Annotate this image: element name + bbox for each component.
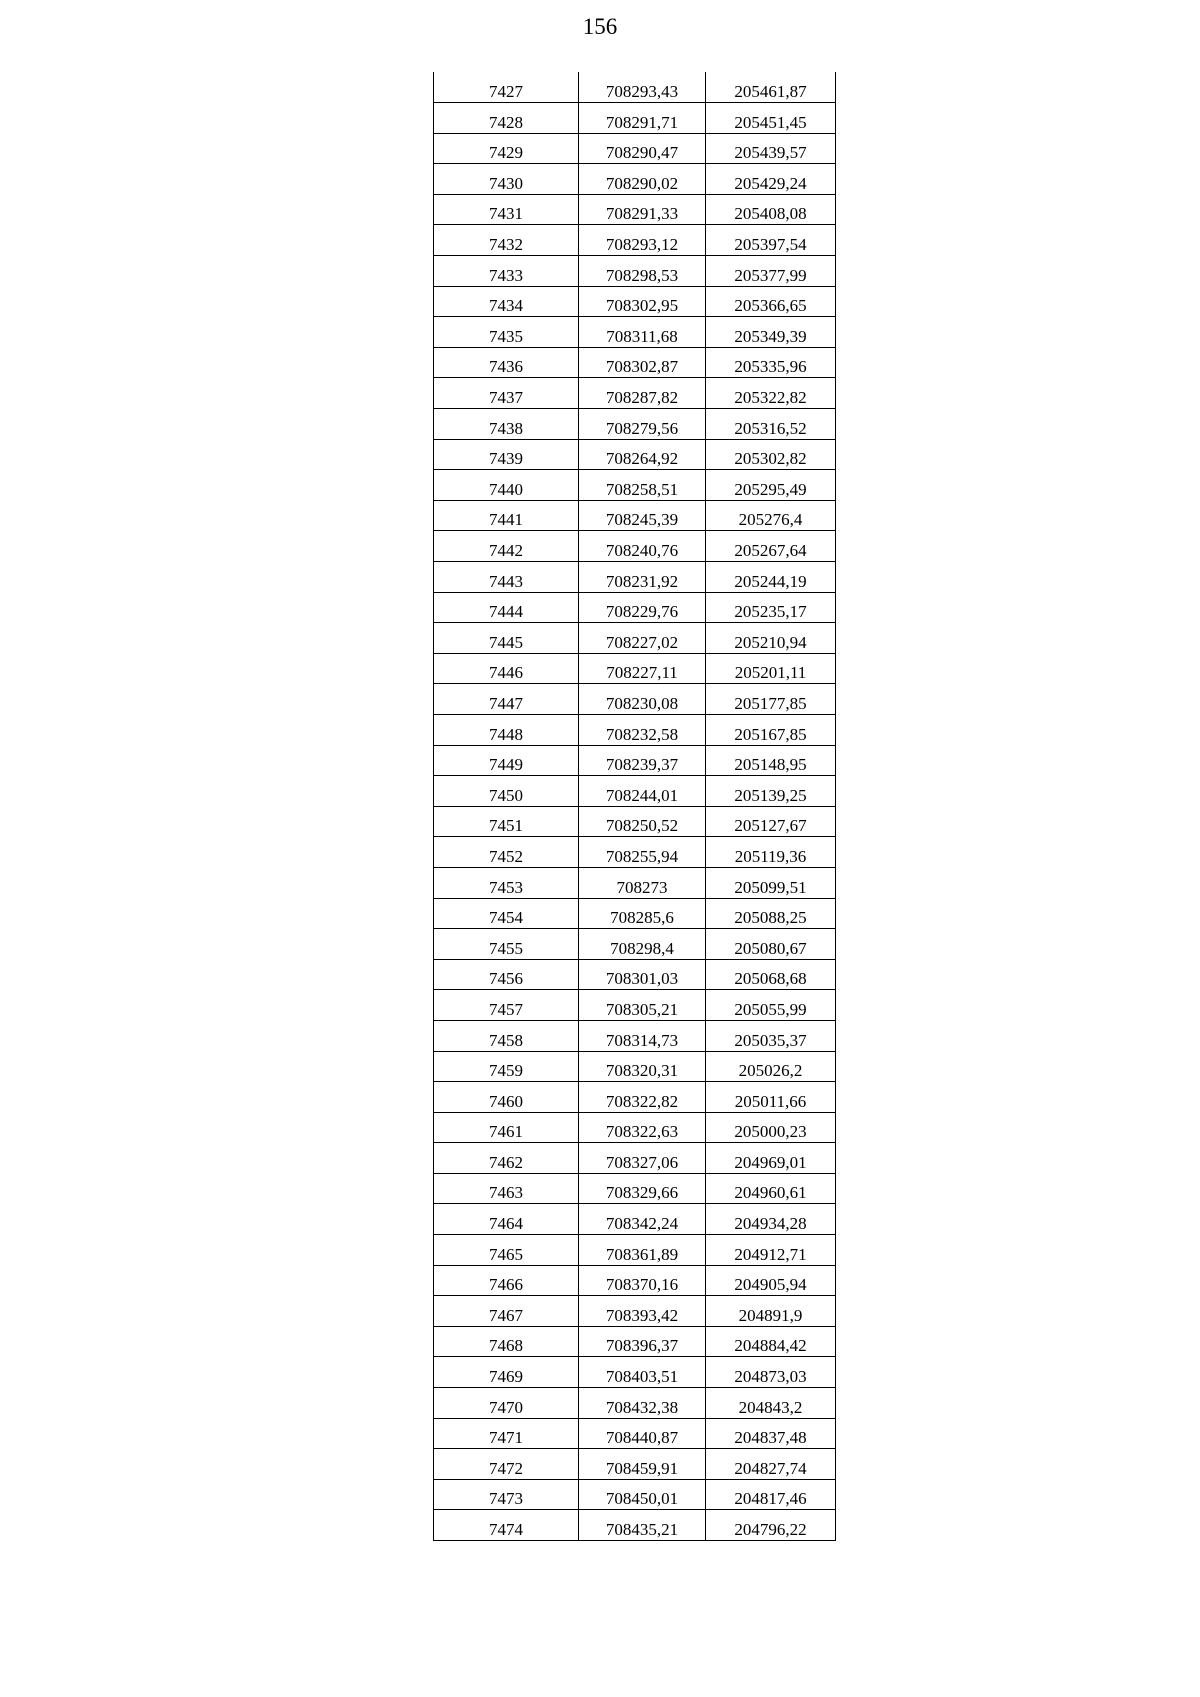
y-coordinate-cell: 205035,37 <box>706 1020 836 1051</box>
x-coordinate-cell: 708232,58 <box>579 714 706 745</box>
table-row <box>434 1296 836 1327</box>
table-row <box>434 470 836 501</box>
x-coordinate-cell: 708291,71 <box>579 103 706 134</box>
y-coordinate-cell: 204960,61 <box>706 1173 836 1204</box>
table-row <box>434 378 836 409</box>
table-row <box>434 623 836 654</box>
table-row <box>434 562 836 593</box>
x-coordinate-cell: 708290,47 <box>579 133 706 164</box>
y-coordinate-cell: 205148,95 <box>706 745 836 776</box>
table-row <box>434 1204 836 1235</box>
point-number-cell: 7471 <box>434 1418 579 1449</box>
y-coordinate-cell: 205276,4 <box>706 500 836 531</box>
table-row <box>434 714 836 745</box>
point-number-cell: 7442 <box>434 531 579 562</box>
point-number-cell: 7458 <box>434 1020 579 1051</box>
x-coordinate-cell: 708229,76 <box>579 592 706 623</box>
y-coordinate-cell: 205316,52 <box>706 409 836 440</box>
y-coordinate-cell: 205000,23 <box>706 1112 836 1143</box>
y-coordinate-cell: 205201,11 <box>706 653 836 684</box>
x-coordinate-cell: 708370,16 <box>579 1265 706 1296</box>
point-number-cell: 7448 <box>434 714 579 745</box>
point-number-cell: 7447 <box>434 684 579 715</box>
y-coordinate-cell: 205119,36 <box>706 837 836 868</box>
y-coordinate-cell: 205088,25 <box>706 898 836 929</box>
x-coordinate-cell: 708320,31 <box>579 1051 706 1082</box>
y-coordinate-cell: 205461,87 <box>706 72 836 103</box>
y-coordinate-cell: 205080,67 <box>706 929 836 960</box>
table-row <box>434 867 836 898</box>
table-row <box>434 500 836 531</box>
point-number-cell: 7452 <box>434 837 579 868</box>
x-coordinate-cell: 708396,37 <box>579 1326 706 1357</box>
x-coordinate-cell: 708293,12 <box>579 225 706 256</box>
x-coordinate-cell: 708285,6 <box>579 898 706 929</box>
y-coordinate-cell: 204843,2 <box>706 1388 836 1419</box>
point-number-cell: 7433 <box>434 256 579 287</box>
table-row <box>434 898 836 929</box>
x-coordinate-cell: 708329,66 <box>579 1173 706 1204</box>
table-row <box>434 1510 836 1541</box>
point-number-cell: 7449 <box>434 745 579 776</box>
point-number-cell: 7472 <box>434 1449 579 1480</box>
y-coordinate-cell: 204891,9 <box>706 1296 836 1327</box>
point-number-cell: 7451 <box>434 806 579 837</box>
point-number-cell: 7436 <box>434 347 579 378</box>
y-coordinate-cell: 204969,01 <box>706 1143 836 1174</box>
x-coordinate-cell: 708298,53 <box>579 256 706 287</box>
point-number-cell: 7438 <box>434 409 579 440</box>
point-number-cell: 7461 <box>434 1112 579 1143</box>
table-row <box>434 317 836 348</box>
table-row <box>434 409 836 440</box>
point-number-cell: 7437 <box>434 378 579 409</box>
table-row <box>434 592 836 623</box>
table-row <box>434 194 836 225</box>
table-row <box>434 959 836 990</box>
y-coordinate-cell: 204837,48 <box>706 1418 836 1449</box>
x-coordinate-cell: 708287,82 <box>579 378 706 409</box>
table-row <box>434 164 836 195</box>
table-row <box>434 133 836 164</box>
point-number-cell: 7466 <box>434 1265 579 1296</box>
x-coordinate-cell: 708239,37 <box>579 745 706 776</box>
table-row <box>434 1388 836 1419</box>
x-coordinate-cell: 708255,94 <box>579 837 706 868</box>
x-coordinate-cell: 708291,33 <box>579 194 706 225</box>
y-coordinate-cell: 205451,45 <box>706 103 836 134</box>
y-coordinate-cell: 205139,25 <box>706 776 836 807</box>
x-coordinate-cell: 708301,03 <box>579 959 706 990</box>
point-number-cell: 7455 <box>434 929 579 960</box>
x-coordinate-cell: 708305,21 <box>579 990 706 1021</box>
table-row <box>434 745 836 776</box>
y-coordinate-cell: 205408,08 <box>706 194 836 225</box>
y-coordinate-cell: 204884,42 <box>706 1326 836 1357</box>
x-coordinate-cell: 708322,82 <box>579 1082 706 1113</box>
point-number-cell: 7430 <box>434 164 579 195</box>
x-coordinate-cell: 708432,38 <box>579 1388 706 1419</box>
x-coordinate-cell: 708240,76 <box>579 531 706 562</box>
point-number-cell: 7435 <box>434 317 579 348</box>
y-coordinate-cell: 205439,57 <box>706 133 836 164</box>
table-row <box>434 1143 836 1174</box>
point-number-cell: 7460 <box>434 1082 579 1113</box>
table-row <box>434 347 836 378</box>
x-coordinate-cell: 708298,4 <box>579 929 706 960</box>
point-number-cell: 7427 <box>434 72 579 103</box>
x-coordinate-cell: 708279,56 <box>579 409 706 440</box>
table-row <box>434 1326 836 1357</box>
x-coordinate-cell: 708293,43 <box>579 72 706 103</box>
point-number-cell: 7465 <box>434 1235 579 1266</box>
point-number-cell: 7443 <box>434 562 579 593</box>
table-row <box>434 286 836 317</box>
y-coordinate-cell: 204827,74 <box>706 1449 836 1480</box>
point-number-cell: 7440 <box>434 470 579 501</box>
y-coordinate-cell: 204934,28 <box>706 1204 836 1235</box>
table-row <box>434 1173 836 1204</box>
x-coordinate-cell: 708314,73 <box>579 1020 706 1051</box>
table-row <box>434 1449 836 1480</box>
x-coordinate-cell: 708264,92 <box>579 439 706 470</box>
y-coordinate-cell: 205127,67 <box>706 806 836 837</box>
point-number-cell: 7464 <box>434 1204 579 1235</box>
table-row <box>434 1020 836 1051</box>
y-coordinate-cell: 205302,82 <box>706 439 836 470</box>
y-coordinate-cell: 205167,85 <box>706 714 836 745</box>
table-row <box>434 837 836 868</box>
coordinates-table <box>433 72 836 1541</box>
table-row <box>434 103 836 134</box>
x-coordinate-cell: 708227,02 <box>579 623 706 654</box>
x-coordinate-cell: 708311,68 <box>579 317 706 348</box>
y-coordinate-cell: 205210,94 <box>706 623 836 654</box>
x-coordinate-cell: 708435,21 <box>579 1510 706 1541</box>
y-coordinate-cell: 205011,66 <box>706 1082 836 1113</box>
y-coordinate-cell: 205377,99 <box>706 256 836 287</box>
y-coordinate-cell: 204796,22 <box>706 1510 836 1541</box>
y-coordinate-cell: 205099,51 <box>706 867 836 898</box>
y-coordinate-cell: 205322,82 <box>706 378 836 409</box>
x-coordinate-cell: 708342,24 <box>579 1204 706 1235</box>
point-number-cell: 7463 <box>434 1173 579 1204</box>
x-coordinate-cell: 708227,11 <box>579 653 706 684</box>
x-coordinate-cell: 708459,91 <box>579 1449 706 1480</box>
y-coordinate-cell: 205267,64 <box>706 531 836 562</box>
point-number-cell: 7429 <box>434 133 579 164</box>
table-row <box>434 225 836 256</box>
x-coordinate-cell: 708450,01 <box>579 1479 706 1510</box>
x-coordinate-cell: 708245,39 <box>579 500 706 531</box>
x-coordinate-cell: 708322,63 <box>579 1112 706 1143</box>
x-coordinate-cell: 708302,87 <box>579 347 706 378</box>
y-coordinate-cell: 205177,85 <box>706 684 836 715</box>
point-number-cell: 7444 <box>434 592 579 623</box>
x-coordinate-cell: 708440,87 <box>579 1418 706 1449</box>
page-number: 156 <box>582 14 618 39</box>
table-row <box>434 1051 836 1082</box>
point-number-cell: 7469 <box>434 1357 579 1388</box>
y-coordinate-cell: 205429,24 <box>706 164 836 195</box>
table-row <box>434 1265 836 1296</box>
y-coordinate-cell: 205055,99 <box>706 990 836 1021</box>
y-coordinate-cell: 205244,19 <box>706 562 836 593</box>
point-number-cell: 7439 <box>434 439 579 470</box>
table-row <box>434 653 836 684</box>
x-coordinate-cell: 708230,08 <box>579 684 706 715</box>
table-row <box>434 990 836 1021</box>
table-row <box>434 1418 836 1449</box>
y-coordinate-cell: 205349,39 <box>706 317 836 348</box>
y-coordinate-cell: 205335,96 <box>706 347 836 378</box>
point-number-cell: 7462 <box>434 1143 579 1174</box>
point-number-cell: 7470 <box>434 1388 579 1419</box>
y-coordinate-cell: 204873,03 <box>706 1357 836 1388</box>
table-row <box>434 776 836 807</box>
table-row <box>434 531 836 562</box>
x-coordinate-cell: 708361,89 <box>579 1235 706 1266</box>
point-number-cell: 7445 <box>434 623 579 654</box>
x-coordinate-cell: 708258,51 <box>579 470 706 501</box>
y-coordinate-cell: 204912,71 <box>706 1235 836 1266</box>
x-coordinate-cell: 708403,51 <box>579 1357 706 1388</box>
y-coordinate-cell: 205366,65 <box>706 286 836 317</box>
table-row <box>434 439 836 470</box>
table-row <box>434 929 836 960</box>
y-coordinate-cell: 205026,2 <box>706 1051 836 1082</box>
x-coordinate-cell: 708327,06 <box>579 1143 706 1174</box>
y-coordinate-cell: 205295,49 <box>706 470 836 501</box>
table-row <box>434 256 836 287</box>
point-number-cell: 7473 <box>434 1479 579 1510</box>
table-row <box>434 1112 836 1143</box>
y-coordinate-cell: 204817,46 <box>706 1479 836 1510</box>
point-number-cell: 7431 <box>434 194 579 225</box>
point-number-cell: 7454 <box>434 898 579 929</box>
point-number-cell: 7456 <box>434 959 579 990</box>
table-row <box>434 1082 836 1113</box>
point-number-cell: 7432 <box>434 225 579 256</box>
table-row <box>434 684 836 715</box>
x-coordinate-cell: 708244,01 <box>579 776 706 807</box>
table-row <box>434 72 836 103</box>
point-number-cell: 7450 <box>434 776 579 807</box>
x-coordinate-cell: 708393,42 <box>579 1296 706 1327</box>
table-row <box>434 1357 836 1388</box>
point-number-cell: 7474 <box>434 1510 579 1541</box>
x-coordinate-cell: 708231,92 <box>579 562 706 593</box>
x-coordinate-cell: 708302,95 <box>579 286 706 317</box>
point-number-cell: 7453 <box>434 867 579 898</box>
y-coordinate-cell: 205068,68 <box>706 959 836 990</box>
point-number-cell: 7457 <box>434 990 579 1021</box>
table-row <box>434 1479 836 1510</box>
coordinates-table-body <box>434 72 836 1541</box>
point-number-cell: 7468 <box>434 1326 579 1357</box>
table-row <box>434 806 836 837</box>
y-coordinate-cell: 205235,17 <box>706 592 836 623</box>
point-number-cell: 7446 <box>434 653 579 684</box>
x-coordinate-cell: 708273 <box>579 867 706 898</box>
point-number-cell: 7459 <box>434 1051 579 1082</box>
point-number-cell: 7467 <box>434 1296 579 1327</box>
x-coordinate-cell: 708290,02 <box>579 164 706 195</box>
x-coordinate-cell: 708250,52 <box>579 806 706 837</box>
table-row <box>434 1235 836 1266</box>
point-number-cell: 7428 <box>434 103 579 134</box>
point-number-cell: 7441 <box>434 500 579 531</box>
y-coordinate-cell: 204905,94 <box>706 1265 836 1296</box>
point-number-cell: 7434 <box>434 286 579 317</box>
y-coordinate-cell: 205397,54 <box>706 225 836 256</box>
